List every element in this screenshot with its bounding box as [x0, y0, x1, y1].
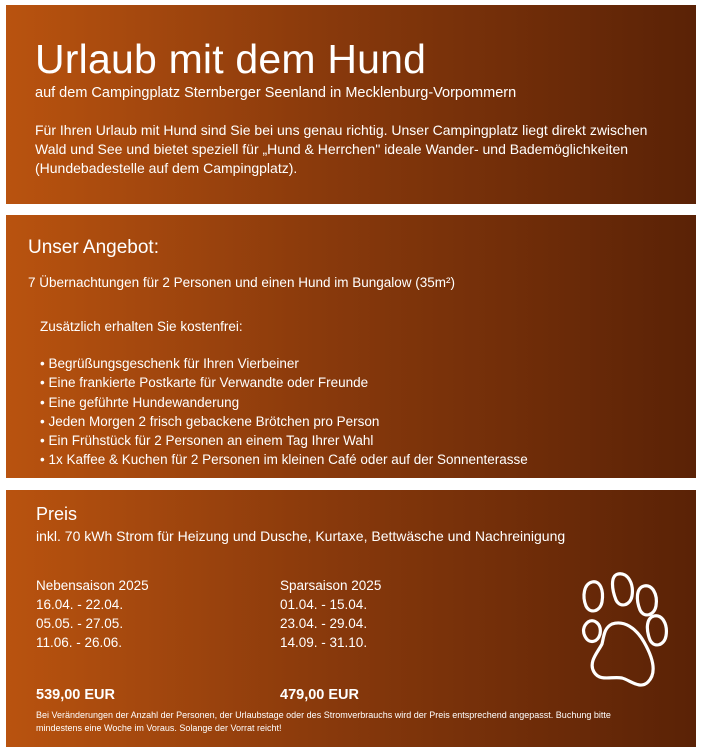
- offer-extra-heading: Zusätzlich erhalten Sie kostenfrei:: [40, 319, 243, 334]
- price-includes: inkl. 70 kWh Strom für Heizung und Dusche, Kurtaxe, Bettwäsche und Nachreinigung: [36, 528, 566, 544]
- benefit-item: • Begrüßungsgeschenk für Ihren Vierbeiner: [40, 354, 528, 373]
- intro-text: Für Ihren Urlaub mit Hund sind Sie bei uns genau richtig. Unser Campingplatz liegt direkt zwischen Wald und See und bietet speziell für „Hund & Herrchen" ideale Wander- und Bademöglichkeiten (Hundebadestelle auf dem Campingplatz).: [35, 122, 648, 176]
- offer-main-text: 7 Übernachtungen für 2 Personen und einen Hund im Bungalow (35m²): [28, 275, 456, 290]
- season-price: 479,00 EUR: [280, 687, 359, 703]
- benefit-item: • Eine frankierte Postkarte für Verwandte oder Freunde: [40, 373, 528, 392]
- season-date: 16.04. - 22.04.: [36, 597, 124, 612]
- price-heading: Preis: [36, 504, 78, 524]
- offer-heading: Unser Angebot:: [28, 237, 159, 258]
- benefit-item: • 1x Kaffee & Kuchen für 2 Personen im kleinen Café oder auf der Sonnenterasse: [40, 450, 528, 469]
- page-subtitle: auf dem Campingplatz Sternberger Seenland in Mecklenburg-Vorpommern: [35, 85, 517, 101]
- season-date: 23.04. - 29.04.: [280, 616, 368, 631]
- benefit-item: • Ein Frühstück für 2 Personen an einem Tag Ihrer Wahl: [40, 431, 528, 450]
- season-name: Sparsaison 2025: [280, 578, 382, 593]
- benefit-list: [40, 354, 528, 470]
- flyer-page: [6, 5, 696, 747]
- price-panel: [6, 490, 696, 747]
- season-nebensaison: [36, 576, 149, 705]
- season-date: 01.04. - 15.04.: [280, 597, 368, 612]
- intro-panel: [6, 5, 696, 204]
- season-sparsaison: [280, 576, 381, 705]
- season-date: 14.09. - 31.10.: [280, 635, 368, 650]
- page-title: Urlaub mit dem Hund: [35, 36, 427, 82]
- season-name: Nebensaison 2025: [36, 578, 149, 593]
- season-date: 11.06. - 26.06.: [36, 635, 123, 650]
- benefit-item: • Eine geführte Hundewanderung: [40, 393, 528, 412]
- price-footnote: Bei Veränderungen der Anzahl der Personen, der Urlaubstage oder des Stromverbrauchs wird der Preis entsprechend angepasst. Buchung bitte mindestens eine Woche im Voraus. Solange der Vorrat reicht!: [36, 710, 611, 733]
- offer-panel: [6, 215, 696, 478]
- season-price: 539,00 EUR: [36, 687, 115, 703]
- season-date: 05.05. - 27.05.: [36, 616, 124, 631]
- benefit-item: • Jeden Morgen 2 frisch gebackene Brötchen pro Person: [40, 412, 528, 431]
- paw-icon: [578, 572, 670, 692]
